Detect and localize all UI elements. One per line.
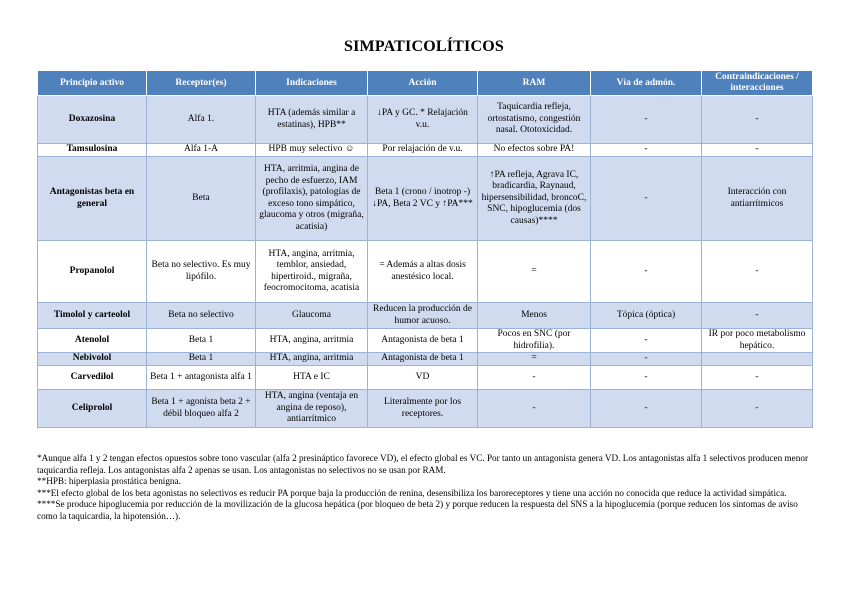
table-row	[38, 353, 813, 366]
drug-name-cell: Celiprolol	[38, 390, 147, 428]
table-cell: =	[478, 241, 591, 303]
drug-name-cell: Antagonistas beta en general	[38, 157, 147, 241]
table-cell: Beta no selectivo	[147, 303, 256, 329]
table-cell: =	[478, 353, 591, 366]
table-cell: HTA, angina (ventaja en angina de reposo), antiarrítmico	[256, 390, 368, 428]
footnote: **HPB: hiperplasia prostática benigna.	[37, 476, 181, 487]
drug-name-cell: Nebivolol	[38, 353, 147, 366]
page-title: SIMPATICOLÍTICOS	[344, 38, 504, 55]
table-cell: -	[591, 144, 702, 157]
table-cell: Beta	[147, 157, 256, 241]
drug-name-cell: Tamsulosina	[38, 144, 147, 157]
table-cell: = Además a altas dosis anestésico local.	[368, 241, 478, 303]
drug-name-cell: Timolol y carteolol	[38, 303, 147, 329]
drug-name-cell: Atenolol	[38, 329, 147, 353]
table-row	[38, 96, 813, 144]
column-header: Acción	[368, 71, 478, 96]
drug-name-cell: Propanolol	[38, 241, 147, 303]
column-header: RAM	[478, 71, 591, 96]
table-cell: -	[478, 366, 591, 390]
table-cell: -	[591, 96, 702, 144]
table-cell: -	[702, 390, 813, 428]
table-row	[38, 303, 813, 329]
table-cell	[702, 353, 813, 366]
table-cell: HPB muy selectivo ☺	[256, 144, 368, 157]
table-cell: Interacción con antiarrítmicos	[702, 157, 813, 241]
table-cell: -	[478, 390, 591, 428]
table-cell: HTA (además similar a estatinas), HPB**	[256, 96, 368, 144]
table-cell: Beta 1	[147, 353, 256, 366]
table-cell: -	[702, 144, 813, 157]
drug-table	[37, 70, 813, 428]
table-cell: Antagonista de beta 1	[368, 329, 478, 353]
table-cell: Literalmente por los receptores.	[368, 390, 478, 428]
table-cell: Beta 1 + agonista beta 2 + débil bloqueo alfa 2	[147, 390, 256, 428]
table-cell: Antagonista de beta 1	[368, 353, 478, 366]
table-cell: -	[591, 353, 702, 366]
table-cell: -	[702, 366, 813, 390]
column-header: Contraindicaciones / interacciones	[702, 71, 813, 96]
table-cell: -	[591, 157, 702, 241]
table-cell: -	[702, 241, 813, 303]
table-row	[38, 366, 813, 390]
table-cell: HTA, arritmia, angina de pecho de esfuerzo, IAM (profilaxis), patologías de exceso tono simpático, glaucoma y otros (migraña, acatisia)	[256, 157, 368, 241]
column-header: Indicaciones	[256, 71, 368, 96]
footnote: *Aunque alfa 1 y 2 tengan efectos opuestos sobre tono vascular (alfa 2 presináptico favorece VD), el efecto global es VC. Por tanto un antagonista genera VD. Los antagonistas alfa 1 selectivos producen menor taquicardia refleja. Los antagonistas alfa 2 apenas se usan. Los antagonistas no selectivos no se usan por RAM.	[37, 453, 809, 475]
table-cell: HTA, angina, arritmia	[256, 329, 368, 353]
table-cell: -	[591, 390, 702, 428]
footnotes	[37, 453, 812, 523]
table-cell: -	[591, 329, 702, 353]
table-cell: Beta 1 (crono / inotrop -) ↓PA, Beta 2 VC y ↑PA***	[368, 157, 478, 241]
table-cell: Beta 1	[147, 329, 256, 353]
table-cell: -	[702, 96, 813, 144]
table-cell: Tópica (óptica)	[591, 303, 702, 329]
table-row	[38, 329, 813, 353]
table-cell: Beta 1 + antagonista alfa 1	[147, 366, 256, 390]
table-cell: -	[591, 366, 702, 390]
table-cell: Por relajación de v.u.	[368, 144, 478, 157]
column-header: Receptor(es)	[147, 71, 256, 96]
table-row	[38, 390, 813, 428]
table-cell: Reducen la producción de humor acuoso.	[368, 303, 478, 329]
table-cell: IR por poco metabolismo hepático.	[702, 329, 813, 353]
table-cell: VD	[368, 366, 478, 390]
table-cell: No efectos sobre PA!	[478, 144, 591, 157]
table-cell: Glaucoma	[256, 303, 368, 329]
drug-name-cell: Carvedilol	[38, 366, 147, 390]
column-header: Vía de admón.	[591, 71, 702, 96]
footnote: ***El efecto global de los beta agonistas no selectivos es reducir PA porque baja la producción de renina, desensibiliza los baroreceptores y tiene una acción no conocida que reduce la actividad simpática.	[37, 487, 787, 498]
table-row	[38, 157, 813, 241]
table-cell: Alfa 1.	[147, 96, 256, 144]
table-cell: HTA, angina, arritmia, temblor, ansiedad, hipertiroid., migraña, feocromocitoma, acatisia	[256, 241, 368, 303]
drug-name-cell: Doxazosina	[38, 96, 147, 144]
table-cell: Alfa 1-A	[147, 144, 256, 157]
table-cell: HTA, angina, arritmia	[256, 353, 368, 366]
table-row	[38, 241, 813, 303]
table-cell: ↑PA refleja, Agrava IC, bradicardia, Raynaud, hipersensibilidad, broncoC, SNC, hipoglucemia (dos causas)****	[478, 157, 591, 241]
table-cell: ↓PA y GC. * Relajación v.u.	[368, 96, 478, 144]
table-cell: -	[591, 241, 702, 303]
table-cell: HTA e IC	[256, 366, 368, 390]
footnote: ****Se produce hipoglucemia por reducción de la movilización de la glucosa hepática (por bloqueo de beta 2) y porque reducen la respuesta del SNS a la hipoglucemia (porque reducen los síntomas de aviso como la taquicardia, la hipotensión…).	[37, 499, 798, 521]
column-header: Principio activo	[38, 71, 147, 96]
table-header-row	[38, 71, 813, 96]
table-cell: Menos	[478, 303, 591, 329]
table-cell: Beta no selectivo. Es muy lipófilo.	[147, 241, 256, 303]
table-cell: Pocos en SNC (por hidrofilia).	[478, 329, 591, 353]
table-cell: -	[702, 303, 813, 329]
table-cell: Taquicardia refleja, ortostatismo, congestión nasal. Ototoxicidad.	[478, 96, 591, 144]
table-row	[38, 144, 813, 157]
